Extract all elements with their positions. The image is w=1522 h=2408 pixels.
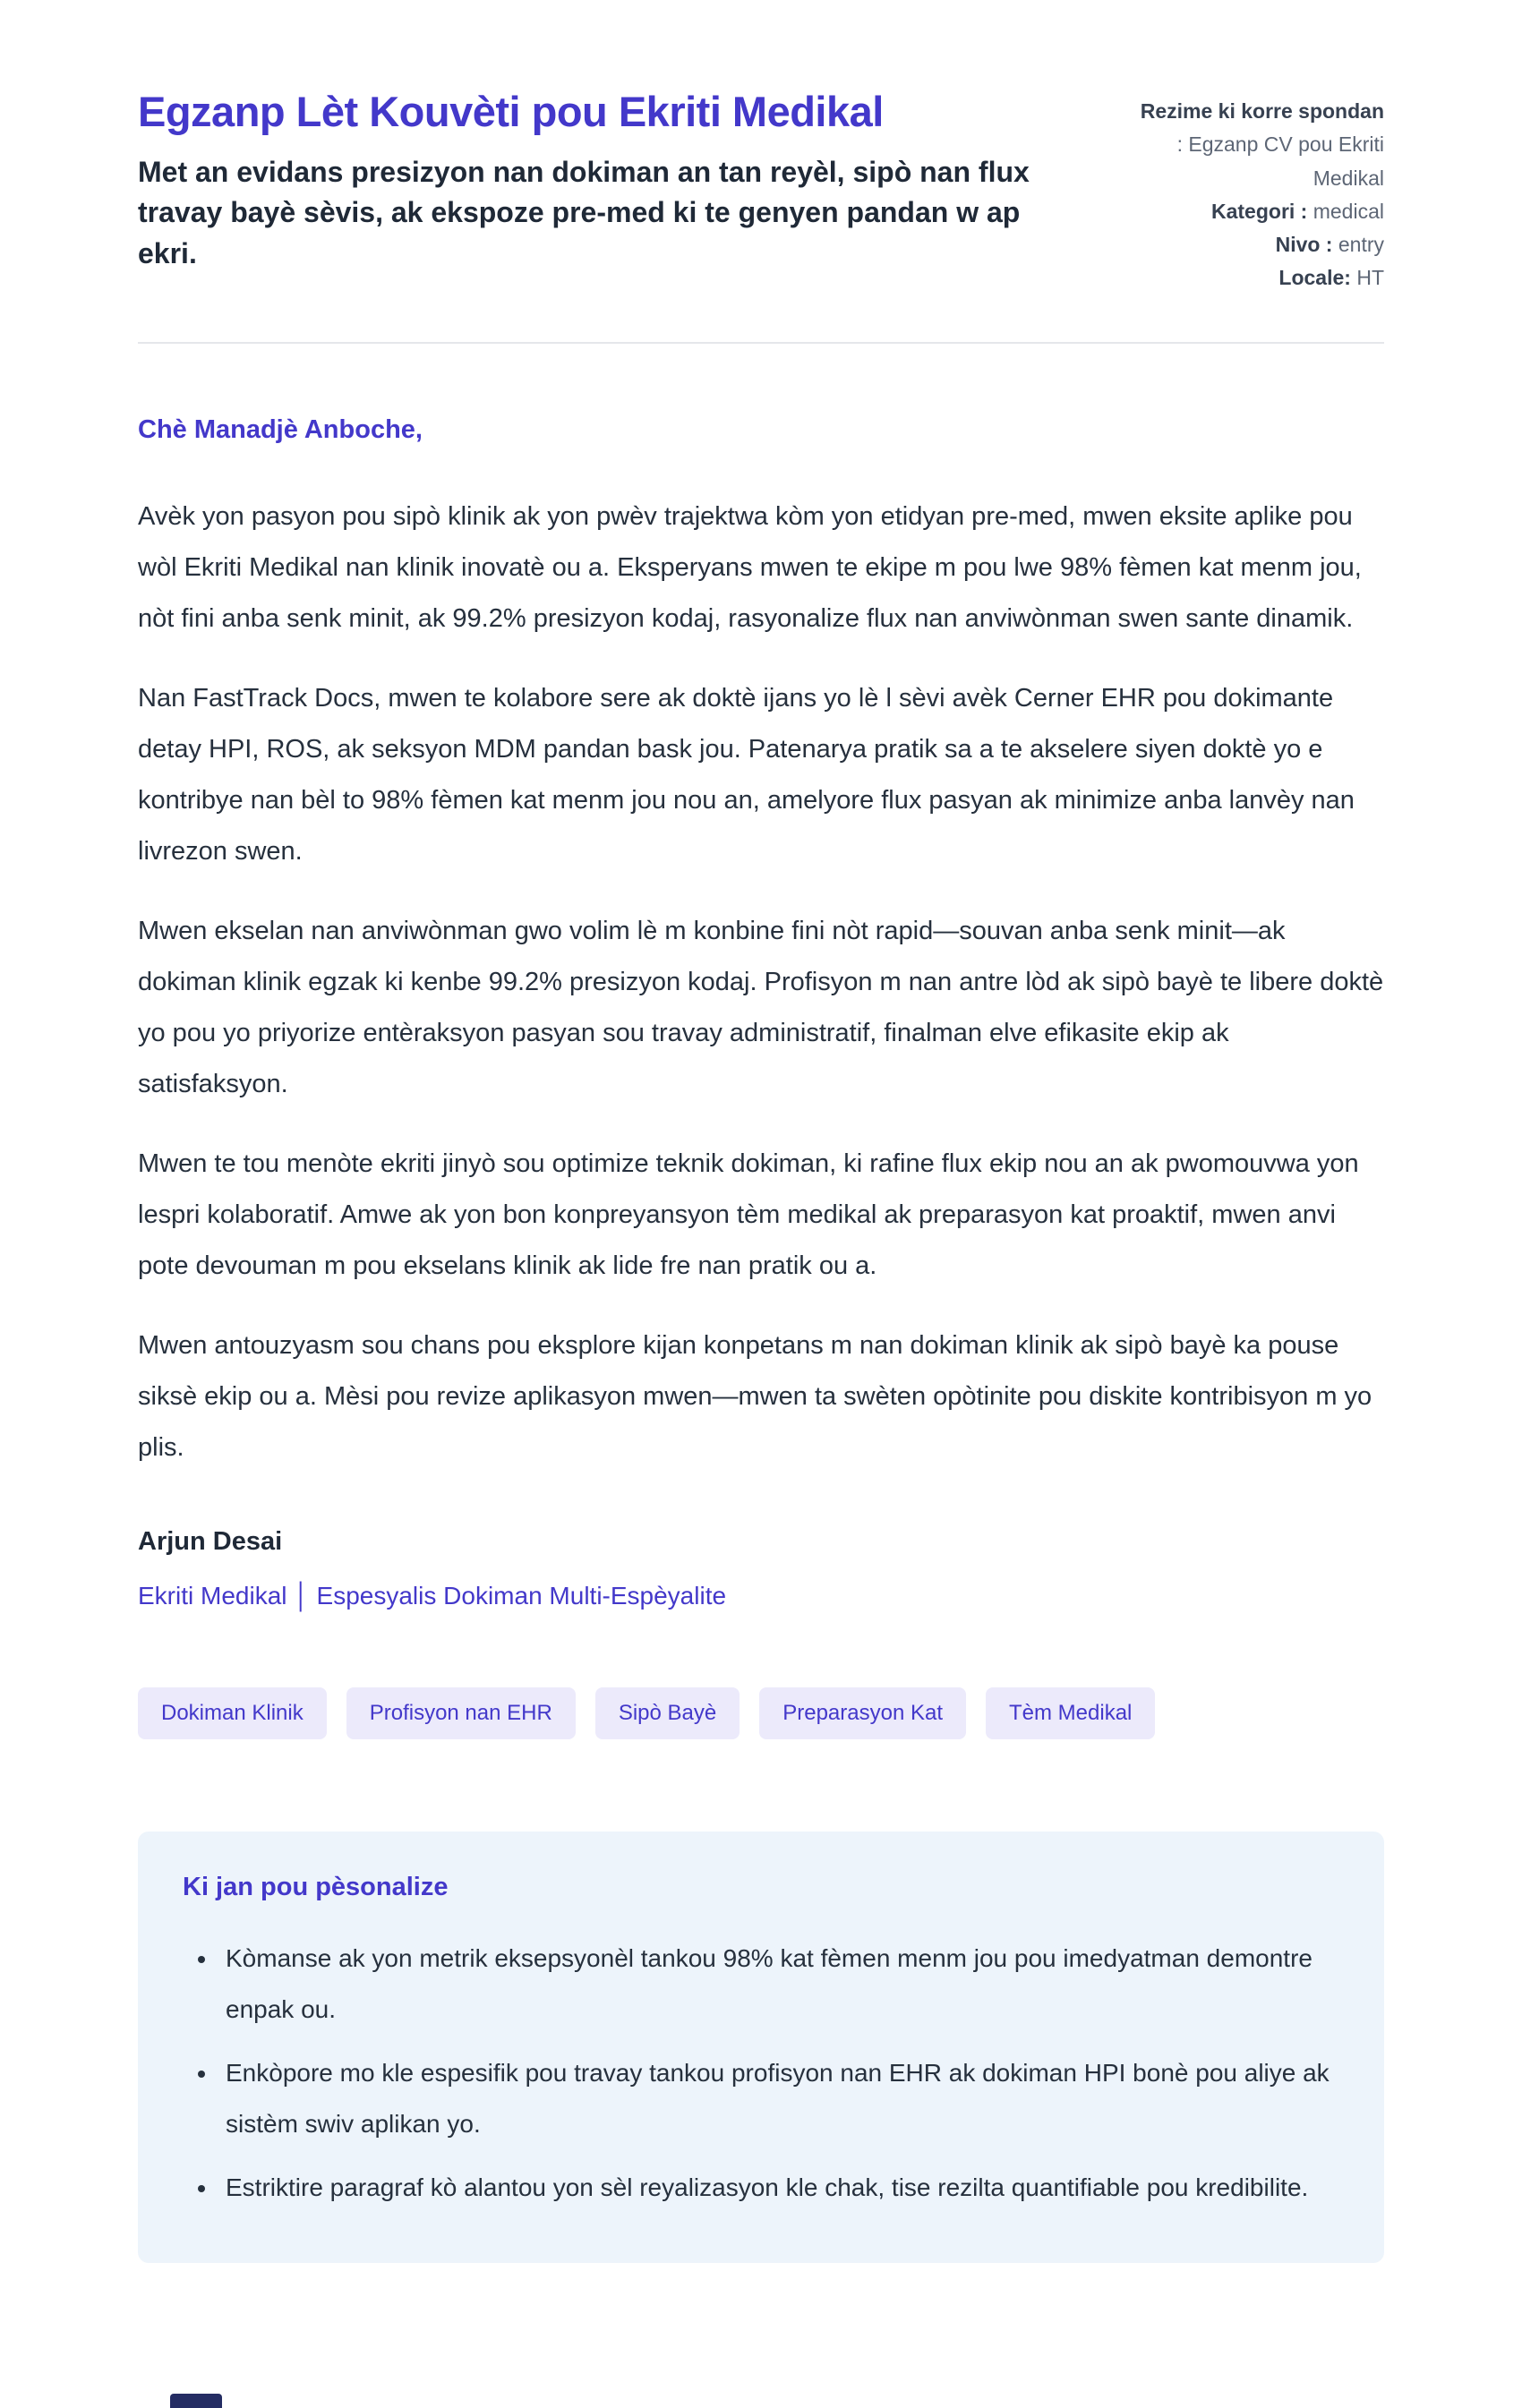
meta-panel	[1107, 88, 1384, 295]
tag-list	[138, 1687, 1384, 1739]
paragraph-3: Mwen ekselan nan anviwònman gwo volim lè m konbine fini nòt rapid—souvan anba senk minit—ak dokiman klinik egzak ki kenbe 99.2% presizyon kodaj. Profisyon m nan antre lòd ak sipò bayè te libere doktè yo pou yo priyorize entèraksyon pasyan sou travay administratif, finalman elve efikasite ekip ak satisfaksyon.	[138, 916, 1384, 1098]
page-subtitle: Met an evidans presizyon nan dokiman an tan reyèl, sipò nan flux travay bayè sèvis, ak ekspoze pre-med ki te genyen pandan w ap ekri.	[138, 156, 1030, 269]
meta-resume-line	[1107, 95, 1384, 195]
tips-list	[183, 1933, 1339, 2213]
meta-level-value: entry	[1338, 233, 1384, 256]
cover-letter-page	[138, 0, 1384, 2263]
header	[138, 88, 1384, 295]
partially-visible-element	[170, 2394, 222, 2408]
meta-category-label: Kategori :	[1211, 199, 1308, 223]
header-text-block	[138, 88, 1071, 274]
signature-name: Arjun Desai	[138, 1526, 283, 1556]
meta-locale-label: Locale:	[1278, 266, 1351, 290]
tip-item-3: • Estriktire paragraf kò alantou yon sèl reyalizasyon kle chak, tise rezilta quantifiable pou kredibilite.	[218, 2162, 1339, 2213]
divider	[138, 342, 1384, 344]
letter-body	[138, 415, 1384, 1610]
tip-item-2: • Enkòpore mo kle espesifik pou travay tankou profisyon nan EHR ak dokiman HPI bonè pou aliye ak sistèm swiv aplikan yo.	[218, 2047, 1339, 2149]
tag-chip-preparasyon-kat[interactable]: Preparasyon Kat	[759, 1687, 966, 1739]
meta-locale-line	[1107, 261, 1384, 295]
paragraph-1: Avèk yon pasyon pou sipò klinik ak yon pwèv trajektwa kòm yon etidyan pre-med, mwen eksite aplike pou wòl Ekriti Medikal nan klinik inovatè ou a. Eksperyans mwen te ekipe m pou lwe 98% fèmen kat menm jou, nòt fini anba senk minit, ak 99.2% presizyon kodaj, rasyonalize flux nan anviwònman swen sante dinamik.	[138, 501, 1362, 633]
meta-resume-label: Rezime ki korre spondan	[1140, 99, 1384, 123]
tip-item-1: • Kòmanse ak yon metrik eksepsyonèl tankou 98% kat fèmen menm jou pou imedyatman demontre enpak ou.	[218, 1933, 1339, 2035]
meta-level-label: Nivo :	[1275, 233, 1333, 256]
tag-chip-sipo-baye[interactable]: Sipò Bayè	[595, 1687, 740, 1739]
meta-level-line	[1107, 228, 1384, 261]
tag-chip-tem-medikal[interactable]: Tèm Medikal	[986, 1687, 1155, 1739]
signature-role: Ekriti Medikal │ Espesyalis Dokiman Multi-Espèyalite	[138, 1581, 727, 1610]
meta-category-value: medical	[1313, 199, 1384, 223]
personalize-tips-box	[138, 1832, 1384, 2263]
paragraph-5: Mwen antouzyasm sou chans pou eksplore kijan konpetans m nan dokiman klinik ak sipò bayè ka pouse siksè ekip ou a. Mèsi pou revize aplikasyon mwen—mwen ta swèten opòtinite pou diskite kontribisyon m yo plis.	[138, 1330, 1372, 1462]
greeting: Chè Manadjè Anboche,	[138, 414, 423, 444]
tips-title: Ki jan pou pèsonalize	[183, 1872, 449, 1901]
meta-resume-value: : Egzanp CV pou Ekriti Medikal	[1176, 132, 1384, 190]
page-title: Egzanp Lèt Kouvèti pou Ekriti Medikal	[138, 88, 884, 135]
paragraph-4: Mwen te tou menòte ekriti jinyò sou optimize teknik dokiman, ki rafine flux ekip nou an ak pwomouvwa yon lespri kolaboratif. Amwe ak yon bon konpreyansyon tèm medikal ak preparasyon kat proaktif, mwen anvi pote devouman m pou ekselans klinik ak lide fre nan pratik ou a.	[138, 1148, 1359, 1280]
meta-locale-value: HT	[1356, 266, 1384, 290]
meta-category-line	[1107, 195, 1384, 228]
tag-chip-profisyon-ehr[interactable]: Profisyon nan EHR	[346, 1687, 576, 1739]
paragraph-2: Nan FastTrack Docs, mwen te kolabore sere ak doktè ijans yo lè l sèvi avèk Cerner EHR pou dokimante detay HPI, ROS, ak seksyon MDM pandan bask jou. Patenarya pratik sa a te akselere siyen doktè yo e kontribye nan bèl to 98% fèmen kat menm jou nou an, amelyore flux pasyan ak minimize anba lanvèy nan livrezon swen.	[138, 683, 1355, 866]
tag-chip-dokiman-klinik[interactable]: Dokiman Klinik	[138, 1687, 327, 1739]
